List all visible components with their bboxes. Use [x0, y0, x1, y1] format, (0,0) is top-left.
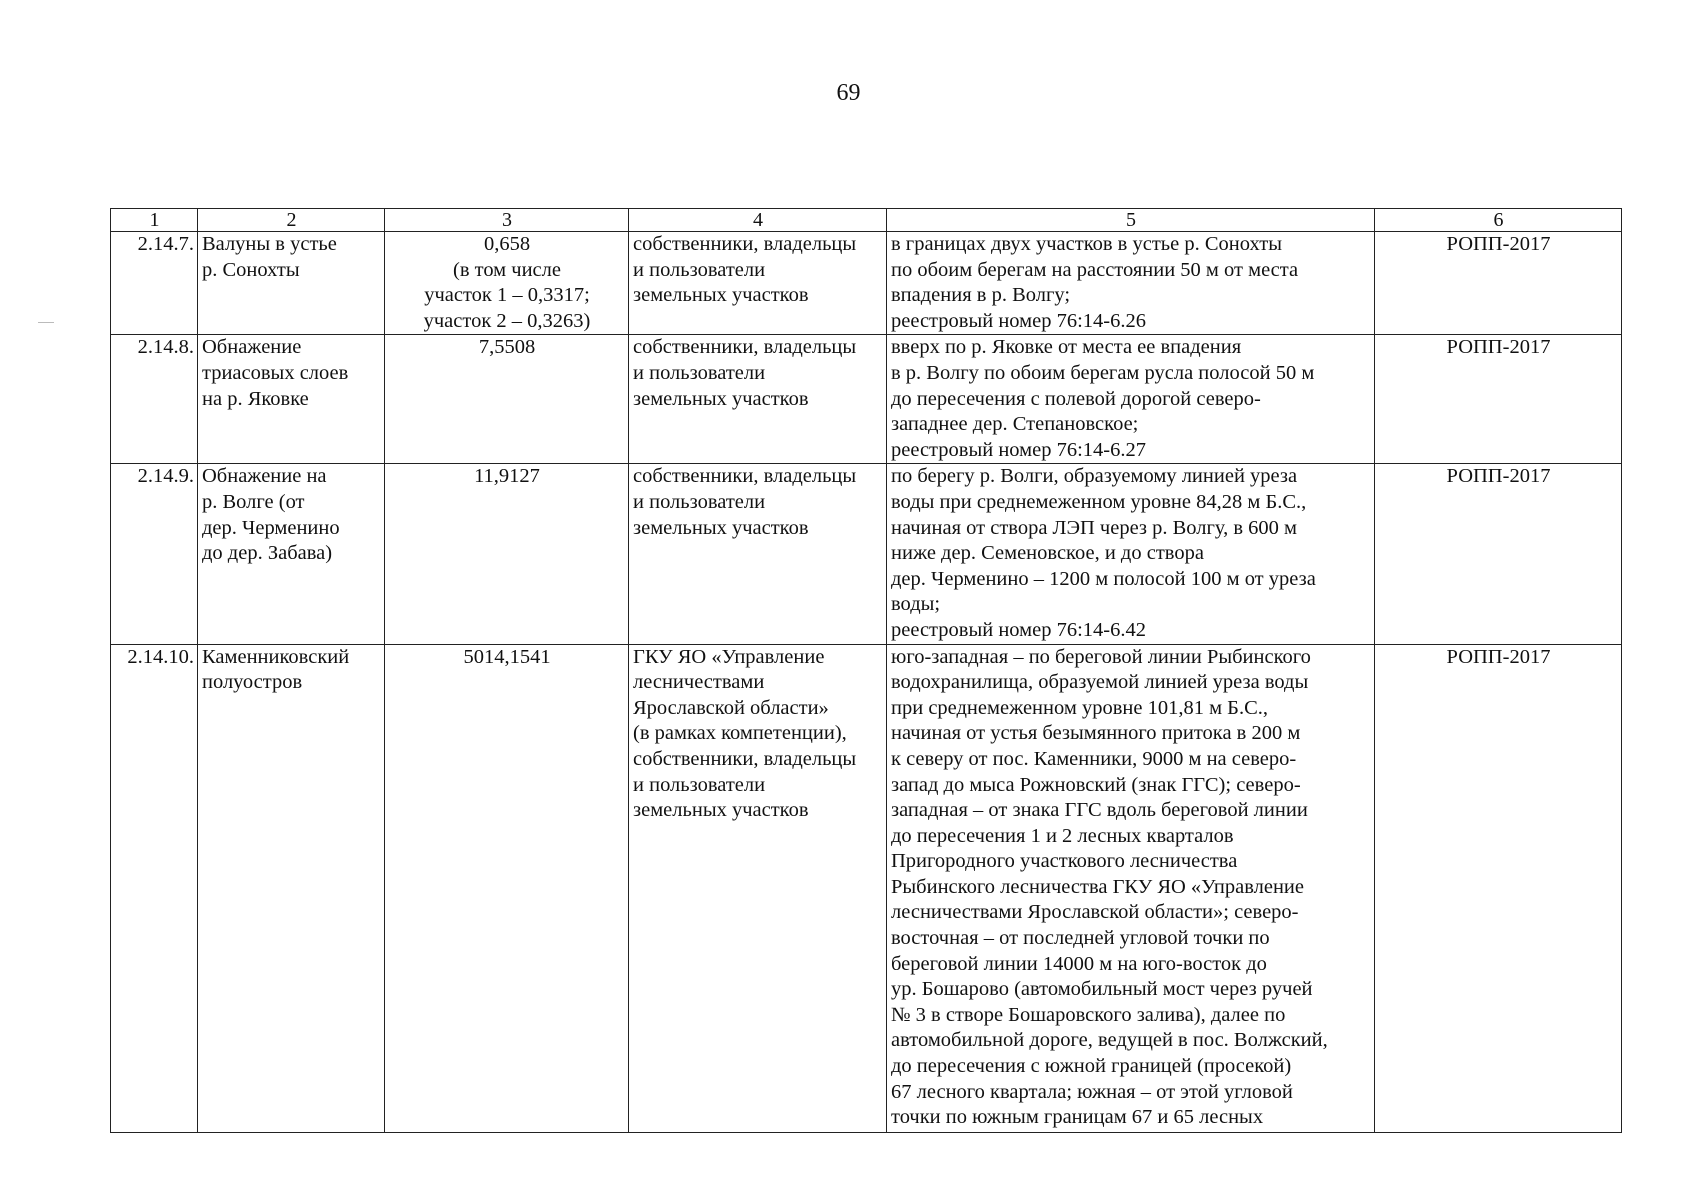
column-header: 6 — [1375, 209, 1622, 232]
area-ha — [385, 232, 629, 335]
area-ha — [385, 464, 629, 644]
table-row — [111, 464, 1622, 644]
area-ha — [385, 644, 629, 1132]
text-line: береговой линии 14000 м на юго-восток до — [891, 952, 1267, 975]
text-line: 11,9127 — [474, 465, 540, 488]
text-line: начиная от устья безымянного притока в 200 м — [891, 722, 1301, 745]
row-number: 2.14.8. — [111, 335, 198, 464]
table-row — [111, 335, 1622, 464]
document-ref: РОПП-2017 — [1375, 335, 1622, 464]
text-line: и пользователи — [633, 773, 766, 796]
text-line: Ярославской области» — [633, 696, 829, 719]
text-line: вверх по р. Яковке от места ее впадения — [891, 336, 1242, 359]
text-line: Пригородного участкового лесничества — [891, 850, 1238, 873]
page-number: 69 — [836, 80, 861, 106]
text-line: до дер. Забава) — [202, 542, 333, 565]
text-line: участок 2 – 0,3263) — [423, 309, 591, 332]
text-line: Валуны в устье — [202, 233, 337, 255]
text-line: Рыбинского лесничества ГКУ ЯО «Управление — [891, 875, 1304, 898]
text-line: до пересечения с южной границей (просекой) — [891, 1055, 1292, 1078]
text-line: точки по южным границам 67 и 65 лесных — [891, 1106, 1264, 1129]
object-name — [198, 335, 385, 464]
text-line: в р. Волгу по обоим берегам русла полосой 50 м — [891, 361, 1315, 384]
text-line: реестровый номер 76:14-6.26 — [891, 309, 1146, 332]
text-line: (в рамках компетенции), — [633, 722, 847, 745]
owners — [629, 644, 887, 1132]
text-line: ГКУ ЯО «Управление — [633, 645, 825, 668]
column-header: 3 — [385, 209, 629, 232]
text-line: до пересечения с полевой дорогой северо- — [891, 387, 1261, 410]
text-line: ур. Бошарово (автомобильный мост через ручей — [891, 978, 1313, 1001]
text-line: к северу от пос. Каменники, 9000 м на северо- — [891, 747, 1297, 770]
text-line: западная – от знака ГГС вдоль береговой линии — [891, 799, 1308, 822]
boundaries — [887, 644, 1375, 1132]
text-line: Каменниковский — [202, 645, 350, 668]
text-line: дер. Черменино — [202, 516, 340, 539]
table-row — [111, 232, 1622, 335]
text-line: р. Волге (от — [202, 490, 305, 513]
text-line: ниже дер. Семеновское, и до створа — [891, 542, 1204, 565]
text-line: автомобильной дороге, ведущей в пос. Волжский, — [891, 1029, 1328, 1052]
text-line: и пользователи — [633, 258, 766, 281]
text-line: восточная – от последней угловой точки по — [891, 927, 1270, 950]
text-line: западнее дер. Степановское; — [891, 413, 1139, 436]
boundaries — [887, 335, 1375, 464]
column-header: 2 — [198, 209, 385, 232]
text-line: до пересечения 1 и 2 лесных кварталов — [891, 824, 1234, 847]
text-line: 67 лесного квартала; южная – от этой угловой — [891, 1080, 1293, 1103]
text-line: и пользователи — [633, 361, 766, 384]
text-line: на р. Яковке — [202, 387, 309, 410]
owners — [629, 464, 887, 644]
owners — [629, 335, 887, 464]
text-line: собственники, владельцы — [633, 747, 857, 770]
text-line: при среднемеженном уровне 101,81 м Б.С., — [891, 696, 1268, 719]
table-header-row — [111, 209, 1622, 232]
text-line: водохранилища, образуемой линией уреза воды — [891, 671, 1309, 694]
text-line: воды при среднемеженном уровне 84,28 м Б.С., — [891, 490, 1307, 513]
text-line: 0,658 — [483, 233, 531, 255]
text-line: по берегу р. Волги, образуемому линией уреза — [891, 465, 1298, 488]
object-name — [198, 464, 385, 644]
text-line: дер. Черменино – 1200 м полосой 100 м от уреза — [891, 567, 1316, 590]
text-line: триасовых слоев — [202, 361, 349, 384]
text-line: лесничествами Ярославской области»; северо- — [891, 901, 1299, 924]
margin-mark — [38, 322, 54, 323]
text-line: собственники, владельцы — [633, 465, 857, 488]
text-line: собственники, владельцы — [633, 336, 857, 359]
text-line: в границах двух участков в устье р. Сонохты — [891, 233, 1282, 255]
text-line: Обнажение на — [202, 465, 327, 488]
text-line: земельных участков — [633, 799, 809, 822]
text-line: реестровый номер 76:14-6.42 — [891, 618, 1146, 641]
row-number: 2.14.10. — [111, 644, 198, 1132]
text-line: № 3 в створе Бошаровского залива), далее по — [891, 1003, 1286, 1026]
owners — [629, 232, 887, 335]
text-line: по обоим берегам на расстоянии 50 м от места — [891, 258, 1299, 281]
document-ref: РОПП-2017 — [1375, 644, 1622, 1132]
table-row — [111, 644, 1622, 1132]
column-header: 5 — [887, 209, 1375, 232]
text-line: запад до мыса Рожновский (знак ГГС); северо- — [891, 773, 1301, 796]
text-line: начиная от створа ЛЭП через р. Волгу, в 600 м — [891, 516, 1298, 539]
area-ha — [385, 335, 629, 464]
text-line: земельных участков — [633, 284, 809, 307]
object-name — [198, 232, 385, 335]
text-line: впадения в р. Волгу; — [891, 284, 1071, 307]
text-line: полуостров — [202, 671, 303, 694]
boundaries — [887, 464, 1375, 644]
text-line: юго-западная – по береговой линии Рыбинского — [891, 645, 1311, 668]
row-number: 2.14.9. — [111, 464, 198, 644]
text-line: 5014,1541 — [463, 645, 551, 668]
text-line: земельных участков — [633, 387, 809, 410]
text-line: лесничествами — [633, 671, 765, 694]
column-header: 1 — [111, 209, 198, 232]
boundaries — [887, 232, 1375, 335]
text-line: собственники, владельцы — [633, 233, 857, 255]
text-line: и пользователи — [633, 490, 766, 513]
text-line: (в том числе — [453, 258, 561, 281]
text-line: Обнажение — [202, 336, 302, 359]
text-line: участок 1 – 0,3317; — [424, 284, 590, 307]
text-line: 7,5508 — [478, 336, 536, 359]
document-ref: РОПП-2017 — [1375, 232, 1622, 335]
text-line: земельных участков — [633, 516, 809, 539]
text-line: реестровый номер 76:14-6.27 — [891, 438, 1146, 461]
row-number: 2.14.7. — [111, 232, 198, 335]
text-line: воды; — [891, 593, 941, 616]
column-header: 4 — [629, 209, 887, 232]
text-line: р. Сонохты — [202, 258, 300, 281]
object-name — [198, 644, 385, 1132]
protected-areas-table — [110, 208, 1622, 1133]
document-ref: РОПП-2017 — [1375, 464, 1622, 644]
